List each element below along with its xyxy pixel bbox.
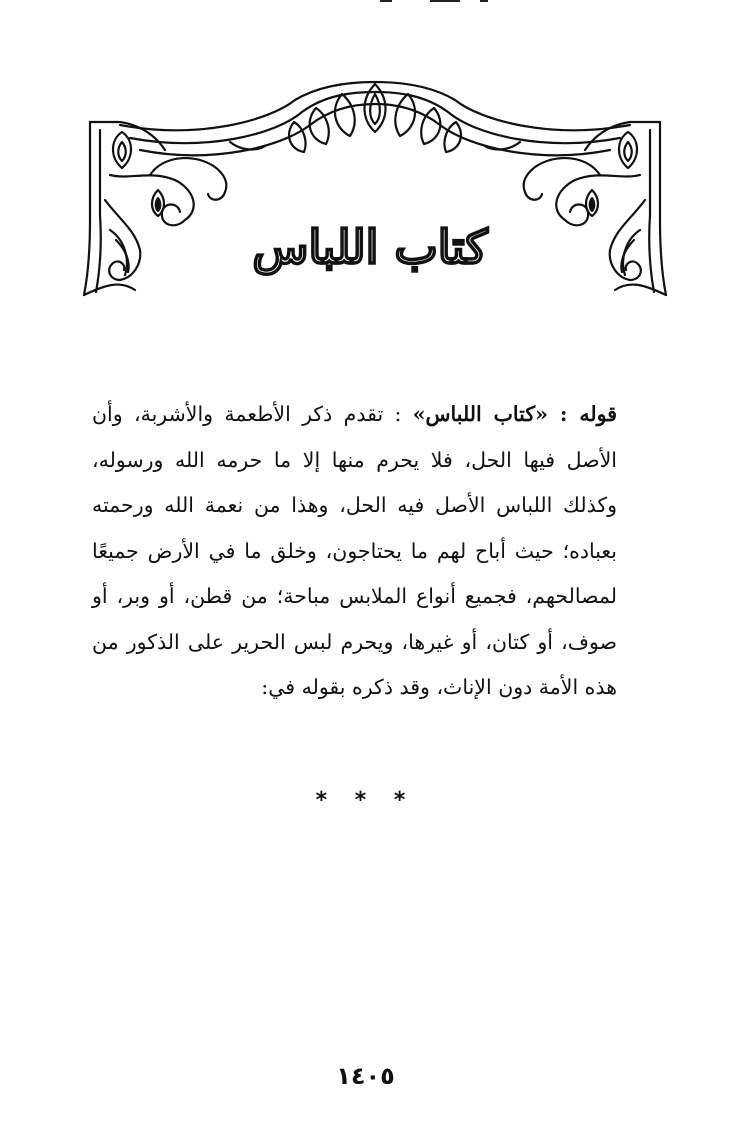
lead-label: قوله : bbox=[547, 402, 618, 426]
body-paragraph bbox=[92, 392, 617, 711]
section-separator: * * * bbox=[315, 788, 416, 813]
page-number: ١٤٠٥ bbox=[336, 1062, 395, 1090]
top-edge-mark bbox=[370, 0, 500, 6]
paragraph-text: : تقدم ذكر الأطعمة والأشربة، وأن الأصل فيها الحل، فلا يحرم منها إلا ما حرمه الله ورسوله، وكذلك اللباس الأصل فيه الحل، وهذا من نعمة الله ورحمته بعباده؛ حيث أباح لهم ما يحتاجون، وخلق ما في الأرض جميعًا لمصالحهم، فجميع أنواع الملابس مباحة؛ من قطن، أو وبر، أو صوف، أو كتان، أو غيرها، ويحرم لبس الحرير على الذكور من هذه الأمة دون الإناث، وقد ذكره بقوله في: bbox=[92, 402, 617, 699]
quoted-title: «كتاب اللباس» bbox=[412, 402, 548, 426]
chapter-title: كتاب اللباس bbox=[252, 220, 488, 274]
